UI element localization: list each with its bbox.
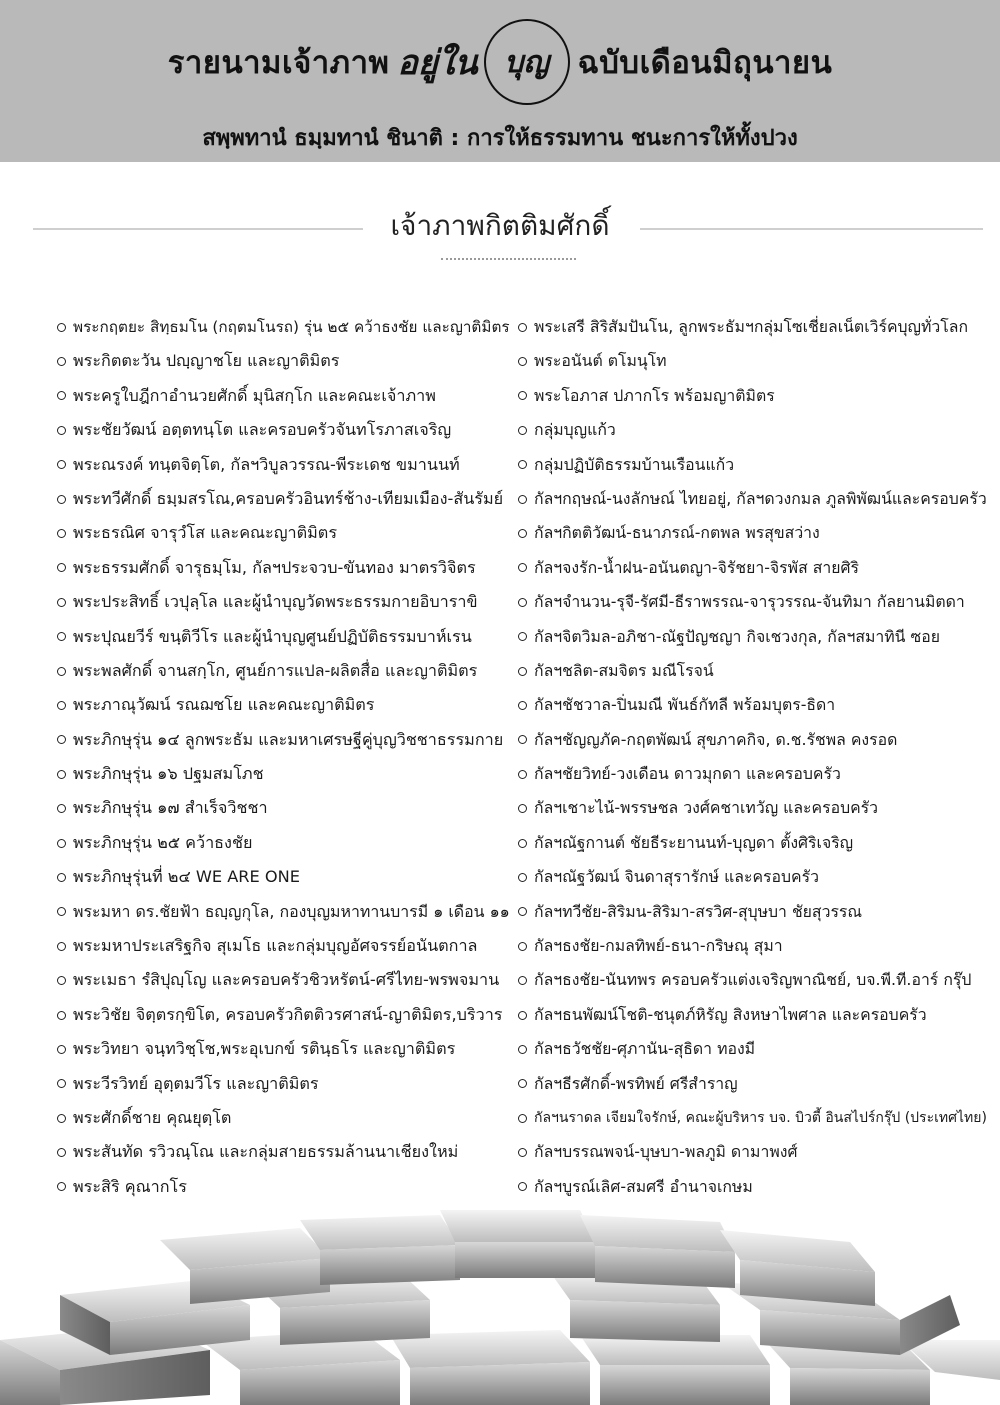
circle-bullet-icon [518, 1079, 527, 1088]
circle-bullet-icon [57, 804, 66, 813]
sponsor-left-item [57, 344, 517, 378]
sponsor-left-item [57, 1135, 517, 1169]
sponsor-name: กัลฯบรรณพจน์-บุษบา-พลภูมิ ดามาพงศ์ [534, 1142, 798, 1162]
sponsor-left-item [57, 826, 517, 860]
sponsor-right-item [518, 963, 988, 997]
sponsor-name: กัลฯจำนวน-รุจี-รัศมี-ธีราพรรณ-จารุวรรณ-จันทิมา กัลยานมิตดา [534, 592, 965, 612]
subtitle: สพฺพทานํ ธมฺมทานํ ชินาติ : การให้ธรรมทาน ชนะการให้ทั้งปวง [202, 126, 798, 151]
sponsor-name: พระวิทยา จนฺทวิชฺโช,พระอุเบกข์ รตินฺธโร และญาติมิตร [73, 1039, 456, 1059]
sponsor-right-item [518, 860, 988, 894]
sponsor-name: กลุ่มบุญแก้ว [534, 420, 616, 440]
circle-bullet-icon [57, 907, 66, 916]
sponsor-name: พระภิกษุรุ่นที่ ๒๔ WE ARE ONE [73, 867, 300, 887]
sponsor-right-item [518, 482, 988, 516]
sponsor-name: กัลฯกฤษณ์-นงลักษณ์ ไทยอยู่, กัลฯดวงกมล ภูลพิพัฒน์และครอบครัว [534, 488, 987, 508]
sponsor-left-item [57, 551, 517, 585]
sponsor-right-item [518, 448, 988, 482]
sponsor-left-item [57, 791, 517, 825]
sponsor-name: กัลฯบูรณ์เลิศ-สมศรี อำนาจเกษม [534, 1176, 753, 1196]
sponsor-name: พระภิกษุรุ่น ๒๕ คว้าธงชัย [73, 832, 253, 852]
sponsor-name: กัลฯธงชัย-กมลทิพย์-ธนา-กริษณุ สุมา [534, 936, 783, 956]
sponsor-name: กลุ่มปฏิบัติธรรมบ้านเรือนแก้ว [534, 454, 735, 474]
sponsor-name: พระมหา ดร.ชัยฟ้า ธญฺญกุโล, กองบุญมหาทานบารมี ๑ เดือน ๑๑ [73, 901, 510, 921]
circle-bullet-icon [57, 598, 66, 607]
circle-bullet-icon [518, 357, 527, 366]
sponsor-left-item [57, 929, 517, 963]
header-band [0, 0, 1000, 162]
circle-bullet-icon [57, 701, 66, 710]
circle-bullet-icon [57, 1045, 66, 1054]
sponsor-name: กัลฯกิตติวัฒน์-ธนาภรณ์-กตพล พรสุขสว่าง [534, 523, 820, 543]
sponsor-name: พระเสรี สิริสัมปันโน, ลูกพระธัมฯกลุ่มโซเชี่ยลเน็ตเวิร์คบุญทั่วโลก [534, 317, 969, 336]
sponsor-name: พระวิชัย จิตฺตรกฺขิโต, ครอบครัวกิตติวรศาสน์-ญาติมิตร,บริวาร [73, 1004, 503, 1024]
circle-bullet-icon [57, 942, 66, 951]
circle-bullet-icon [57, 1011, 66, 1020]
bar-row-top [160, 1210, 875, 1306]
sponsor-name: พระครูใบฎีกาอำนวยศักดิ์ มุนิสกฺโก และคณะเจ้าภาพ [73, 385, 436, 405]
circle-bullet-icon [57, 1114, 66, 1123]
sponsor-right-item [518, 620, 988, 654]
sponsor-list-right [518, 310, 988, 1204]
sponsor-name: กัลฯธีรศักดิ์-พรทิพย์ ศรีสำราญ [534, 1073, 738, 1093]
circle-bullet-icon [57, 426, 66, 435]
sponsor-name: พระภาณุวัฒน์ รณฌชโย และคณะญาติมิตร [73, 695, 375, 715]
circle-bullet-icon [518, 563, 527, 572]
circle-bullet-icon [57, 1148, 66, 1157]
sponsor-right-item [518, 929, 988, 963]
sponsor-right-item [518, 585, 988, 619]
sponsor-left-item [57, 895, 517, 929]
circle-bullet-icon [57, 1079, 66, 1088]
sponsor-left-item [57, 620, 517, 654]
sponsor-left-item [57, 1032, 517, 1066]
logo-word-2: บุญ [504, 44, 549, 80]
circle-bullet-icon [518, 942, 527, 951]
circle-bullet-icon [57, 976, 66, 985]
sponsor-left-item [57, 448, 517, 482]
sponsor-left-item [57, 654, 517, 688]
sponsor-name: พระพลศักดิ์ จานสกฺโก, ศูนย์การแปล-ผลิตสื่อ และญาติมิตร [73, 660, 478, 680]
circle-bullet-icon [57, 667, 66, 676]
sponsor-name: กัลฯชัชวาล-ปิ่นมณี พันธ์กัทลี พร้อมบุตร-ธิดา [534, 695, 836, 715]
sponsor-right-item [518, 379, 988, 413]
sponsor-name: พระกฤตยะ สิทฺธมโน (กฤตมโนรถ) รุ่น ๒๕ คว้าธงชัย และญาติมิตร [73, 318, 510, 336]
sponsor-left-item [57, 757, 517, 791]
sponsor-right-item [518, 344, 988, 378]
sponsor-name: พระศักดิ์ชาย คุณยุตฺโต [73, 1107, 232, 1127]
sponsor-name: พระปุณยวีร์ ขนฺติวีโร และผู้นำบุญศูนย์ปฏิบัติธรรมบาห์เรน [73, 626, 472, 646]
sponsor-right-item [518, 654, 988, 688]
sponsor-name: กัลฯณัฐกานต์ ชัยธีระยานนท์-บุญดา ตั้งศิริเจริญ [534, 832, 854, 852]
sponsor-left-item [57, 688, 517, 722]
sponsor-name: กัลฯธวัชชัย-ศุภานัน-สุธิดา ทองมี [534, 1039, 756, 1059]
sponsor-name: กัลฯชลิต-สมจิตร มณีโรจน์ [534, 660, 714, 680]
sponsor-name: พระภิกษุรุ่น ๑๖ ปฐมสมโภช [73, 764, 264, 784]
title-left: รายนามเจ้าภาพ [167, 45, 390, 81]
sponsor-list-left [57, 310, 517, 1204]
sponsor-left-item [57, 516, 517, 550]
section-title: เจ้าภาพกิตติมศักดิ์ [390, 209, 610, 242]
sponsor-left-item [57, 379, 517, 413]
dotted-underline [441, 258, 576, 260]
sponsor-name: พระธรรมศักดิ์ จารุธมฺโม, กัลฯประจวบ-ขันทอง มาตรวิจิตร [73, 557, 476, 577]
sponsor-left-item [57, 723, 517, 757]
circle-bullet-icon [518, 460, 527, 469]
circle-bullet-icon [57, 563, 66, 572]
sponsor-name: พระวีรวิทย์ อุตฺตมวีโร และญาติมิตร [73, 1073, 319, 1093]
sponsor-left-item [57, 310, 517, 344]
sponsor-right-item [518, 1101, 988, 1135]
section-heading [0, 198, 1000, 268]
logo [397, 19, 569, 105]
sponsor-name: กัลฯธนพัฒน์โชติ-ชนุตภ์หิรัญ สิงหษาไพศาล และครอบครัว [534, 1004, 927, 1024]
sponsor-left-item [57, 860, 517, 894]
circle-bullet-icon [518, 976, 527, 985]
sponsor-name: กัลฯจงรัก-น้ำฝน-อนันตญา-จิรัชยา-จิรพัส สายศิริ [534, 557, 860, 577]
sponsor-left-item [57, 1067, 517, 1101]
circle-bullet-icon [518, 770, 527, 779]
sponsor-right-item [518, 1170, 988, 1204]
sponsor-right-item [518, 688, 988, 722]
divider-right [640, 228, 983, 230]
circle-bullet-icon [518, 598, 527, 607]
circle-bullet-icon [57, 391, 66, 400]
circle-bullet-icon [57, 495, 66, 504]
circle-bullet-icon [518, 839, 527, 848]
logo-word-1: อยู่ใน [397, 43, 478, 83]
circle-bullet-icon [57, 460, 66, 469]
sponsor-name: กัลฯณัฐวัฒน์ จินดาสุรารักษ์ และครอบครัว [534, 867, 819, 887]
sponsor-name: กัลฯชัญญภัค-กฤตพัฒน์ สุขภาคกิจ, ด.ช.รัชพล คงรอด [534, 729, 898, 749]
circle-bullet-icon [57, 839, 66, 848]
circle-bullet-icon [518, 426, 527, 435]
sponsor-name: พระสันทัด รวิวณฺโณ และกลุ่มสายธรรมล้านนาเชียงใหม่ [73, 1142, 459, 1162]
circle-bullet-icon [518, 701, 527, 710]
sponsor-right-item [518, 998, 988, 1032]
sponsor-name: กัลฯนราดล เจียมใจรักษ์, คณะผู้บริหาร บจ. บิวตี้ อินสไปร์กรุ๊ป (ประเทศไทย) [534, 1109, 987, 1126]
sponsor-right-item [518, 723, 988, 757]
title-right: ฉบับเดือนมิถุนายน [577, 45, 833, 81]
sponsor-right-item [518, 826, 988, 860]
circle-bullet-icon [518, 323, 527, 332]
circle-bullet-icon [57, 357, 66, 366]
logo-circle [484, 19, 570, 105]
circle-bullet-icon [57, 770, 66, 779]
sponsor-name: พระประสิทธิ์ เวปุลฺโล และผู้นำบุญวัดพระธรรมกายอิบาราขิ [73, 592, 478, 612]
sponsor-left-item [57, 1101, 517, 1135]
sponsor-right-item [518, 413, 988, 447]
circle-bullet-icon [57, 323, 66, 332]
sponsor-left-item [57, 998, 517, 1032]
sponsor-name: พระณรงค์ ทนฺตจิตฺโต, กัลฯวิบูลวรรณ-พีระเดช ขมานนท์ [73, 454, 460, 474]
circle-bullet-icon [518, 873, 527, 882]
circle-bullet-icon [518, 1045, 527, 1054]
circle-bullet-icon [57, 873, 66, 882]
sponsor-name: กัลฯจิตวิมล-อภิชา-ณัฐปัญชญา กิจเชวงกุล, กัลฯสมาทินี ซอย [534, 626, 940, 646]
sponsor-name: พระภิกษุรุ่น ๑๗ สำเร็จวิชชา [73, 798, 268, 818]
sponsor-name: กัลฯชัยวิทย์-วงเดือน ดาวมุกดา และครอบครัว [534, 764, 841, 784]
sponsor-name: พระสิริ คุณากโร [73, 1176, 187, 1196]
sponsor-left-item [57, 482, 517, 516]
sponsor-right-item [518, 551, 988, 585]
circle-bullet-icon [518, 1011, 527, 1020]
sponsor-name: พระกิตตะวัน ปญฺญาชโย และญาติมิตร [73, 351, 340, 371]
circle-bullet-icon [518, 1148, 527, 1157]
sponsor-right-item [518, 895, 988, 929]
circle-bullet-icon [57, 1182, 66, 1191]
sponsor-right-item [518, 310, 988, 344]
circle-bullet-icon [518, 391, 527, 400]
circle-bullet-icon [518, 1114, 527, 1123]
silver-bars-illustration [0, 1200, 1000, 1405]
circle-bullet-icon [57, 632, 66, 641]
sponsor-name: พระโอภาส ปภากโร พร้อมญาติมิตร [534, 385, 775, 405]
sponsor-name: กัลฯเชาะไน้-พรรษชล วงศ์คชาเทวัญ และครอบครัว [534, 798, 879, 818]
circle-bullet-icon [518, 632, 527, 641]
sponsor-right-item [518, 1135, 988, 1169]
sponsor-right-item [518, 1032, 988, 1066]
circle-bullet-icon [57, 735, 66, 744]
sponsor-name: พระชัยวัฒน์ อตฺตทนฺโต และครอบครัวจันทโรภาสเจริญ [73, 420, 452, 440]
sponsor-left-item [57, 413, 517, 447]
circle-bullet-icon [518, 529, 527, 538]
circle-bullet-icon [518, 1182, 527, 1191]
sponsor-name: พระมหาประเสริฐกิจ สุเมโธ และกลุ่มบุญอัศจรรย์อนันตกาล [73, 936, 478, 956]
sponsor-name: พระทวีศักดิ์ ธมฺมสรโณ,ครอบครัวอินทร์ช้าง-เทียมเมือง-สันรัมย์ [73, 488, 504, 508]
circle-bullet-icon [518, 804, 527, 813]
sponsor-right-item [518, 757, 988, 791]
sponsor-name: พระภิกษุรุ่น ๑๔ ลูกพระธัม และมหาเศรษฐีคู่บุญวิชชาธรรมกาย [73, 729, 504, 749]
sponsor-left-item [57, 1170, 517, 1204]
sponsor-name: กัลฯธงชัย-นันทพร ครอบครัวแต่งเจริญพาณิชย์, บจ.พี.ที.อาร์ กรุ๊ป [534, 970, 972, 990]
circle-bullet-icon [518, 907, 527, 916]
sponsor-right-item [518, 791, 988, 825]
sponsor-name: พระเมธา รํสิปุญฺโญ และครอบครัวชิวหรัตน์-ศรีไทย-พรพจมาน [73, 970, 500, 990]
circle-bullet-icon [57, 529, 66, 538]
sponsor-name: พระอนันต์ ตโมนุโท [534, 351, 667, 371]
sponsor-name: กัลฯทวีชัย-สิริมน-สิริมา-สรวิศ-สุบุษบา ชัยสุวรรณ [534, 901, 863, 921]
circle-bullet-icon [518, 495, 527, 504]
circle-bullet-icon [518, 667, 527, 676]
sponsor-right-item [518, 1067, 988, 1101]
circle-bullet-icon [518, 735, 527, 744]
sponsor-name: พระธรณิศ จารุวํโส และคณะญาติมิตร [73, 523, 338, 543]
sponsor-left-item [57, 963, 517, 997]
page-title [0, 22, 1000, 102]
sponsor-left-item [57, 585, 517, 619]
sponsor-right-item [518, 516, 988, 550]
